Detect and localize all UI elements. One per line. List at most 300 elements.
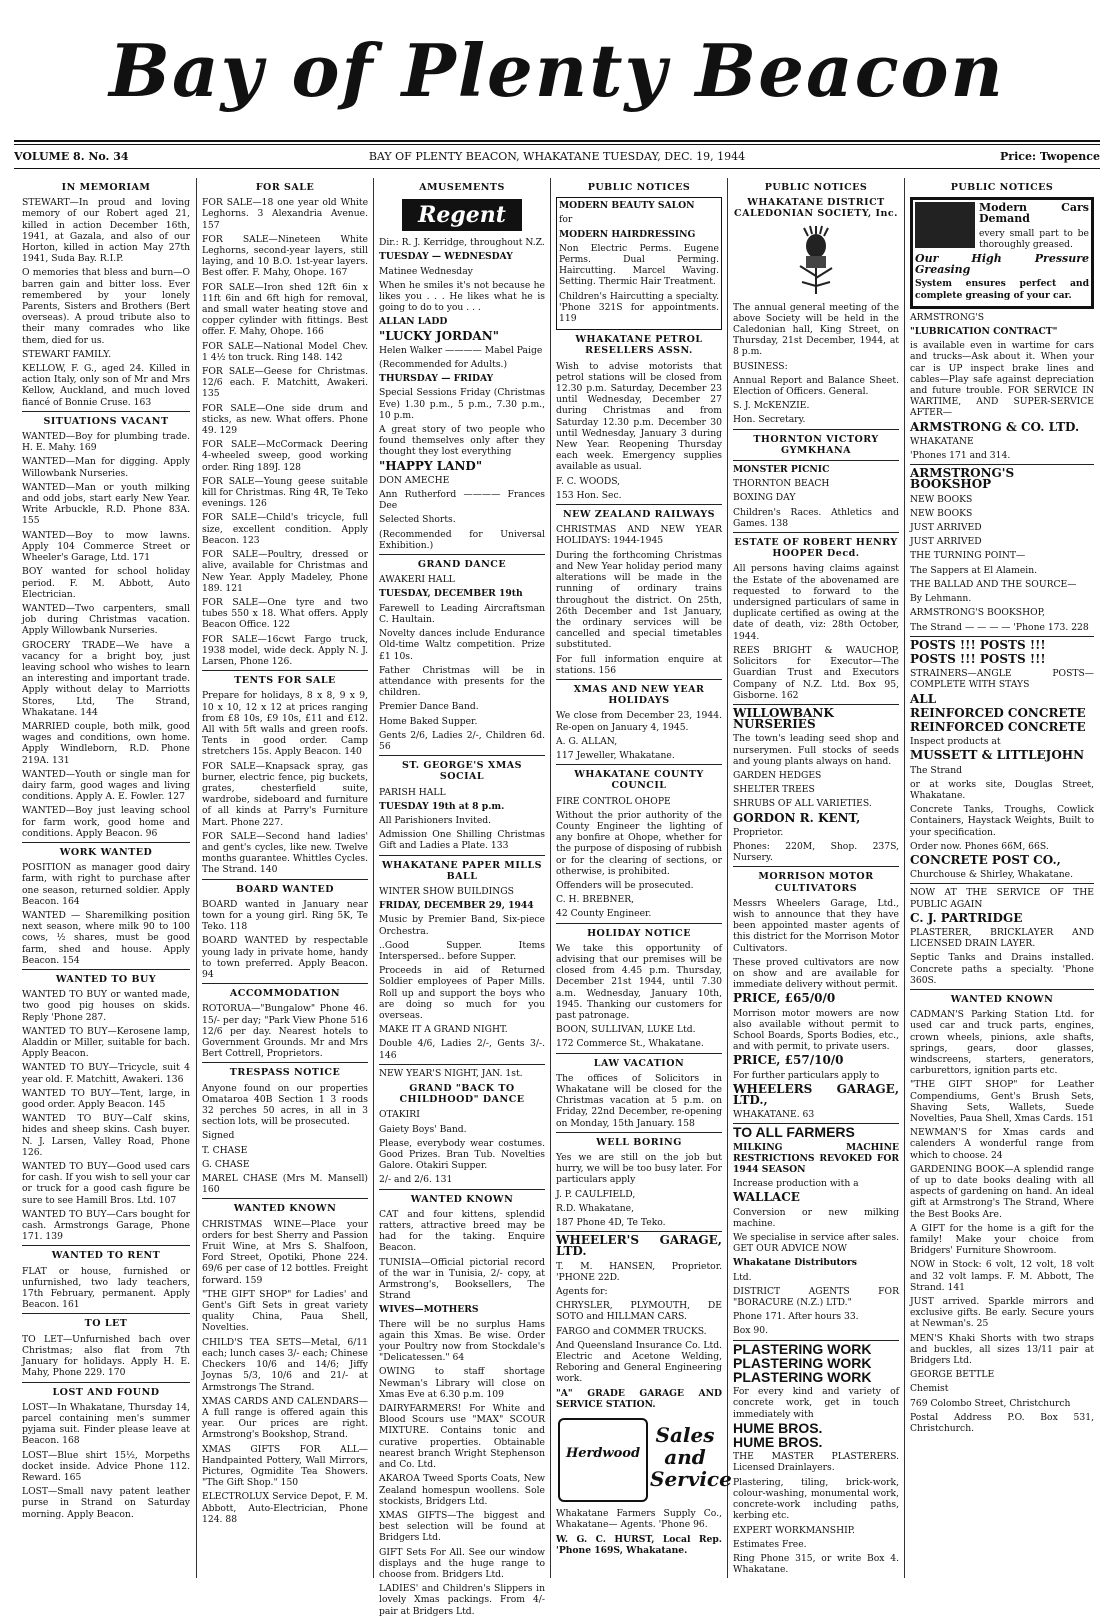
section-heading: WHAKATANE PAPER MILLS BALL [382,859,542,882]
ad-headline: REINFORCED CONCRETE [910,705,1086,720]
section-heading: WELL BORING [596,1136,682,1148]
notice-line: TUESDAY — WEDNESDAY [379,251,513,263]
notice-line: Phones: 220M, Shop. 237S, Nursery. [733,840,899,864]
notice-signature: F. C. WOODS, [556,475,621,487]
notice-line: The Strand [910,764,963,776]
classified-ad: OWING to staff shortage Newman's Library will close on Xmas Eve at 6.30 p.m. 109 [379,1366,545,1400]
film-title: "HAPPY LAND" [379,458,483,473]
price: Price: Twopence [1000,150,1100,163]
section-heading: AMUSEMENTS [419,182,505,193]
notice-line: ..Good Supper. Items Interspersed.. before Supper. [379,939,545,962]
divider [22,411,190,412]
notice-signature: R.D. Whakatane, [556,1202,635,1214]
divider [379,554,545,555]
greasing-ad [910,197,1094,309]
notice-line: T. M. HANSEN, Proprietor. 'PHONE 22D. [556,1260,722,1283]
section-heading: NEW ZEALAND RAILWAYS [562,509,716,521]
notice-line: Estimates Free. [733,1538,807,1550]
masthead-rule-thin [14,144,1100,145]
notice: Farewell to Leading Aircraftsman C. Haultain. [379,602,545,625]
column-rule [550,178,551,1578]
notice-line: Chemist [910,1383,949,1395]
business-heading: WILLOWBANK NURSERIES [733,705,834,732]
section-heading: THORNTON VICTORY GYMKHANA [753,433,879,456]
notice-line: EXPERT WORKMANSHIP. [733,1524,855,1536]
classified-ad: LOST—Small navy patent leather purse in Strand on Saturday morning. Apply Beacon. [22,1486,190,1520]
notice-line: NEW YEAR'S NIGHT, JAN. 1st. [379,1067,523,1079]
divider [202,1198,368,1199]
classified-ad: CHRISTMAS WINE—Place your orders for best Sherry and Passion Fruit Wine, at Mrs S. Shalfoon, Ford Street, Opotiki, Phone 224. 69/6 per case of 12 bottles. Freight forward. 159 [202,1218,368,1286]
notice: Morrison motor mowers are now also available without permit to School Boards, Sports Bodies, etc., and with permit, to private users. [733,1007,899,1053]
notice: Whakatane Farmers Supply Co., Whakatane— Agents. 'Phone 96. [556,1508,722,1531]
notice: We take this opportunity of advising that our premises will be closed from 4.45 p.m. Thursday, December 21st 1944, until 7.30 a.m. Wednesday, January 10th, 1945. Thanking our customers for past patronage. [556,942,722,1021]
classified-ad: WANTED—Boy just leaving school for farm work, good home and conditions. Apply Beacon. 96 [22,805,190,839]
notice: REES BRIGHT & WAUCHOP, Solicitors for Executor—The Guardian Trust and Executors Company of N.Z. Ltd. Box 95, Gisborne. 162 [733,644,899,701]
notice: Please, everybody wear costumes. Good Prizes. Bran Tub. Novelties Galore. Otakiri Supper. [379,1137,545,1172]
notice: When he smiles it's not because he likes you . . . He likes what he is going to do to you . . . [379,279,545,314]
notice-signature: 42 County Engineer. [556,908,652,920]
notice-signature: 153 Hon. Sec. [556,489,622,501]
notice-line: TUESDAY 19th at 8 p.m. [379,800,505,812]
classified-ad: NEWMAN'S for Xmas cards and calenders A wonderful range from which to choose. 24 [910,1127,1094,1161]
classified-ad: WANTED TO BUY—Kerosene lamp, Aladdin or Miller, suitable for bach. Apply Beacon. [22,1025,190,1060]
classified-ad: FLAT or house, furnished or unfurnished, two lady teachers, 17th February, permanent. Apply Beacon. 161 [22,1265,190,1311]
classified-ad: WANTED TO BUY or wanted made, two good pig houses on skids. Reply 'Phone 287. [22,989,190,1023]
classified-ad: WANTED TO BUY—Good used cars for cash. If you wish to sell your car or truck for a good cash figure be sure to see Hamill Bros. Ltd. 107 [22,1161,190,1206]
classified-ad: There will be no surplus Hams again this Xmas. Be wise. Order your Poultry now from Stockdale's "Delicatessen." 64 [379,1318,545,1364]
section-heading: TENTS FOR SALE [234,675,336,687]
divider [910,989,1094,990]
notice-line: TUESDAY, DECEMBER 19th [379,588,523,600]
divider [910,883,1094,884]
notice-line: Double 4/6, Ladies 2/-, Gents 3/-. 146 [379,1038,545,1061]
column-rule [727,178,728,1578]
masthead-rule [14,140,1100,142]
column-1 [22,178,190,1578]
notice: Anyone found on our properties Omataroa 40B Section 1 3 roods 32 perches 50 acres, in all in 3 section lots, will be prosecuted. [202,1082,368,1128]
classified-ad: AKAROA Tweed Sports Coats, New Zealand homespun woollens. Sole stockists, Bridgers Ltd. [379,1473,545,1507]
notice: STEWART—In proud and loving memory of our Robert aged 21, killed in action December 16th, 1941, at Gazala, and also of our Horton, killed in action May 27th 1941, Suda Bay. R.I.P. [22,197,190,265]
divider [379,1064,545,1065]
notice-signature: J. P. CAULFIELD, [556,1188,636,1200]
notice-line: FRIDAY, DECEMBER 29, 1944 [379,900,534,912]
section-heading: WHAKATANE COUNTY COUNCIL [574,769,704,792]
regent-theatre-logo: Regent [402,199,522,231]
dateline-center: BAY OF PLENTY BEACON, WHAKATANE TUESDAY, DEC. 19, 1944 [368,150,746,163]
notice: Music by Premier Band, Six-piece Orchestra. [379,914,545,937]
section-heading: GRAND DANCE [417,559,507,571]
column-2 [202,178,368,1578]
notice-line: Increase production with a [733,1178,859,1190]
notice-line: We specialise in service after sales. GET OUR ADVICE NOW [733,1232,899,1255]
notice-line: OTAKIRI [379,1109,420,1121]
notice: Children's Haircutting a specialty. 'Phone 321S for appointments. 119 [559,290,719,325]
business-heading: C. J. PARTRIDGE [910,910,1023,925]
classified-ad: "THE GIFT SHOP" for Leather Compendiums, Gent's Brush Sets, Shaving Sets, Wallets, Suede Novelties, Paua Shell, Xmas Cards. 151 [910,1079,1094,1125]
notice: or at works site, Douglas Street, Whakatane. [910,778,1094,801]
thistle-icon [786,226,846,296]
notice-signature: S. J. McKENZIE. [733,400,810,412]
notice: Wish to advise motorists that petrol stations will be closed from 12.30 p.m. Saturday, December 23 until Wednesday, December 27 during Christmas and from Saturday 12.30 p.m. December 30 until Wednesday, January 3 during New Year. Reopening Thursday each week. Emergency supplies available as usual. [556,360,722,473]
notice-line: ARMSTRONG'S [910,311,985,323]
notice-line: Dir.: R. J. Kerridge, throughout N.Z. [379,237,545,249]
notice-line: Offenders will be prosecuted. [556,879,694,891]
classified-ad: WANTED TO BUY—Tricycle, suit 4 year old. F. Matchitt, Awakeri. 136 [22,1062,190,1085]
notice-line: GEORGE BETTLE [910,1369,995,1381]
notice-line: CHRYSLER, PLYMOUTH, DE SOTO and HILLMAN CARS. [556,1300,722,1323]
notice-line: WINTER SHOW BUILDINGS [379,885,514,897]
separator-machine-icon [558,1418,648,1502]
notice-line: Churchouse & Shirley, Whakatane. [910,869,1073,881]
classified-ad: LOST—Blue shirt 15½, Morpeths docket inside. Advice Phone 112. Reward. 165 [22,1449,190,1483]
divider [22,969,190,970]
business-heading: CONCRETE POST CO., [910,852,1061,867]
notice-line: Postal Address P.O. Box 531, Christchurch. [910,1411,1094,1435]
notice-line: MODERN BEAUTY SALON [559,200,695,212]
ad-headline: REINFORCED CONCRETE [910,719,1086,734]
notice-line: THE BALLAD AND THE SOURCE— [910,578,1077,590]
classified-ad: ROTORUA—"Bungalow" Phone 46. 15/- per day; "Park View Phone 516 12/6 per day. Nearest hotels to Government Grounds. Mr and Mrs Bert Cottrell, Proprietors. [202,1003,368,1060]
notice-line: MONSTER PICNIC [733,464,830,476]
divider [22,1382,190,1383]
notice: We close from December 23, 1944. Re-open on January 4, 1945. [556,710,722,733]
business-heading: HUME BROS. [733,1434,823,1451]
classified-ad: FOR SALE—National Model Chev. 1 4½ ton truck. Ring 148. 142 [202,340,368,363]
notice: every small part to be thoroughly greased. [979,227,1089,250]
classified-ad: FOR SALE—Iron shed 12ft 6in x 11ft 6in and 6ft high for removal, and small water heating stove and copper cylinder with fittings. Best offer. F. Mahy, Ohope. 166 [202,281,368,338]
notice-line: GARDEN HEDGES [733,769,822,781]
divider [202,1062,368,1063]
section-heading: PUBLIC NOTICES [764,182,868,193]
notice-line: AWAKERI HALL [379,574,455,586]
notice: Proceeds in aid of Returned Soldier employees of Paper Mills. Roll up and support the boys who are doing so much for you overseas. [379,965,545,1021]
brand-name: WALLACE [733,1190,800,1205]
notice-signature: 172 Commerce St., Whakatane. [556,1038,704,1050]
notice-line: THURSDAY — FRIDAY [379,373,494,385]
classified-ad: Prepare for holidays, 8 x 8, 9 x 9, 10 x 10, 12 x 12 at prices ranging from £8 10s, £9 10s, £11 and £12. All with 5ft walls and green roofs. Tents in good order. Camp stretchers 15s. Apply Beacon. 140 [202,690,368,758]
notice-line: SHELTER TREES [733,784,815,796]
notice-line: (Recommended for Adults.) [379,359,508,371]
section-heading: WANTED KNOWN [233,1203,337,1215]
classified-ad: WANTED—Boy for plumbing trade. H. E. Mahy. 169 [22,431,190,454]
notice-line: Ann Rutherford ———— Frances Dee [379,489,545,512]
notice-line: The Strand — — — — 'Phone 173. 228 [910,621,1089,633]
classified-ad: WANTED—Man for digging. Apply Willowbank Nurseries. [22,456,190,479]
notice-line: JUST ARRIVED [910,536,982,548]
business-heading: GORDON R. KENT, [733,810,861,825]
notice-line: All Parishioners Invited. [379,814,492,826]
section-heading: WHAKATANE DISTRICT CALEDONIAN SOCIETY, Inc. [734,197,898,220]
beauty-salon-ad [556,197,722,330]
section-heading: WANTED KNOWN [410,1193,514,1205]
classified-ad: GROCERY TRADE—We have a vacancy for a bright boy, just leaving school who wishes to learn an interesting and important trade. Apply without delay to Marriotts Stores, Ltd, The Strand, Whakatane. 144 [22,639,190,718]
column-6 [910,178,1094,1578]
divider [556,1231,722,1232]
notice-line: Home Baked Supper. [379,715,478,727]
notice-line: Septic Tanks and Drains installed. Concrete paths a specialty. 'Phone 360S. [910,952,1094,986]
classified-ad: A GIFT for the home is a gift for the family! Make your choice from Bridgers' Furniture Showroom. [910,1222,1094,1257]
business-heading: TO ALL FARMERS [733,1124,855,1141]
section-heading: MORRISON MOTOR CULTIVATORS [758,871,874,894]
notice: Without the prior authority of the County Engineer the lighting of any bonfire at Ohope, whether for the purpose of disposing of rubbish or for the clearing of sections, or otherwise, is prohibited. [556,809,722,877]
notice-line: THE MASTER PLASTERERS. Licensed Drainlayers. [733,1451,899,1474]
notice-line: Premier Dance Band. [379,701,479,713]
classified-ad: BOY wanted for school holiday period. F. M. Abbott, Auto Electrician. [22,566,190,600]
notice-line: Inspect products at [910,736,1001,748]
notice-line: THE TURNING POINT— [910,550,1026,562]
classified-ad: BOARD wanted in January near town for a young girl. Ring 5K, Te Teko. 118 [202,898,368,933]
notice-line: 'Phones 171 and 314. [910,450,1011,462]
classified-ad: ELECTROLUX Service Depot, F. M. Abbott, Auto-Electrician, Phone 124. 88 [202,1491,368,1525]
divider [556,1132,722,1133]
notice: System ensures perfect and complete greasing of your car. [915,278,1089,301]
divider [556,679,722,680]
ad-headline: Modern Cars Demand [979,201,1089,226]
notice: For full information enquire at stations. 156 [556,653,722,676]
notice-signature: STEWART FAMILY. [22,348,112,360]
notice-line: Box 90. [733,1325,768,1337]
classified-ad: FOR SALE—Second hand ladies' and gent's cycles, like new. Twelve months guarantee. Whittles Cycles. The Strand. 140 [202,830,368,876]
section-heading: HOLIDAY NOTICE [587,927,691,939]
notice: NOW AT THE SERVICE OF THE PUBLIC AGAIN [910,887,1094,910]
herdwood-ad [556,1414,732,1504]
business-heading: PLASTERING WORK [733,1340,872,1357]
classified-ad: XMAS GIFTS FOR ALL—Handpainted Pottery, Wall Mirrors, Pictures, Ogmidite Tea Showers. "The Gift Shop." 150 [202,1443,368,1489]
classified-ad: FOR SALE—Poultry, dressed or alive, available for Christmas and New Year. Apply Madeley, Phone 189. 121 [202,549,368,594]
notice-line: Selected Shorts. [379,514,456,526]
notice-line: DISTRICT AGENTS FOR "BORACURE (N.Z.) LTD." [733,1285,899,1309]
section-heading: BOARD WANTED [236,883,334,895]
sales-service-script: Sales and Service [650,1423,732,1492]
classified-ad: TO LET—Unfurnished bach over Christmas; also flat from 7th January for holidays. Apply H. E. Mahy, Phone 229. 170 [22,1333,190,1379]
notice-line: NEW BOOKS [910,507,973,519]
divider [556,1053,722,1054]
notice: A great story of two people who found themselves only after they thought they lost everything [379,424,545,458]
notice-line: G. CHASE [202,1158,250,1170]
notice-line: CHRISTMAS AND NEW YEAR HOLIDAYS: 1944-1945 [556,524,722,547]
classified-ad: POSITION as manager good dairy farm, with right to purchase after one season, returned soldier. Apply Beacon. 164 [22,862,190,907]
notice: These proved cultivators are now on show and are available for immediate delivery without permit. [733,956,899,991]
notice-line: WHAKATANE. 63 [733,1109,815,1121]
classified-ad: JUST arrived. Sparkle mirrors and exclusive gifts. Be early. Secure yours at Newman's. 25 [910,1296,1094,1330]
notice-line: By Lehmann. [910,593,972,605]
notice-line: STRAINERS—ANGLE POSTS— COMPLETE WITH STAYS [910,668,1094,691]
price: PRICE, £57/10/0 [733,1053,844,1068]
notice-line: Ring Phone 315, or write Box 4. Whakatane. [733,1552,899,1576]
divider [733,429,899,430]
classified-ad: CHILD'S TEA SETS—Metal, 6/11 each; lunch cases 3/- each; Chinese Checkers 10/6 and 14/6; Jiffy Joynas 5/3, 10/6 and 21/- at Armstrongs The Strand. [202,1336,368,1393]
notice: Concrete Tanks, Troughs, Cowlick Containers, Haystack Weights, Built to your specification. [910,804,1094,838]
notice-signature: A. G. ALLAN, [556,735,618,747]
notice-line: WIVES—MOTHERS [379,1304,479,1316]
notice: Admission One Shilling Christmas Gift and Ladies a Plate. 133 [379,829,545,852]
ad-headline: POSTS !!! POSTS !!! [910,651,1046,666]
classified-ad: FOR SALE—Nineteen White Leghorns, second-year layers, still laying, and 10 B.O. 1st-year layers. Best offer. F. Mahy, Ohope. 167 [202,233,368,279]
notice: Yes we are still on the job but hurry, we will be too busy later. For particulars apply [556,1152,722,1186]
divider [22,1313,190,1314]
classified-ad: WANTED—Two carpenters, small job during Christmas vacation. Apply Willowbank Nurseries. [22,602,190,637]
section-heading: PUBLIC NOTICES [950,182,1054,193]
notice: Novelty dances include Endurance Old-time Waltz competition. Prize £1 10s. [379,628,545,662]
business-heading: MUSSETT & LITTLEJOHN [910,748,1085,763]
classified-ad: FOR SALE—Child's tricycle, full size, excellent condition. Apply Beacon. 123 [202,512,368,546]
classified-ad: DAIRYFARMERS! For White and Blood Scours use "MAX" SCOUR MIXTURE. Contains tonic and curative properties. Obtainable nearest branch Wright Stephenson and Co. Ltd. [379,1403,545,1471]
notice-line: BUSINESS: [733,360,788,372]
classified-ad: CAT and four kittens, splendid ratters, attractive breed may be had for the taking. Enquire Beacon. [379,1208,545,1254]
ad-headline: Our High Pressure Greasing [915,252,1089,277]
notice-line: FIRE CONTROL OHOPE [556,795,671,807]
notice-line: THORNTON BEACH [733,478,830,490]
notice-line: Order now. Phones 66M, 66S. [910,840,1049,852]
notice: Children's Races. Athletics and Games. 138 [733,506,899,529]
column-4 [556,178,732,1578]
column-rule [904,178,905,1578]
notice-line: MODERN HAIRDRESSING [559,228,696,240]
ad-headline: POSTS !!! POSTS !!! [910,637,1046,652]
dateline-rule [14,168,1100,169]
classified-ad: FOR SALE—Geese for Christmas. 12/6 each. F. Matchitt, Awakeri. 135 [202,366,368,400]
classified-ad: FOR SALE—McCormack Deering 4-wheeled sweep, good working order. Ring 189J. 128 [202,439,368,473]
divider [733,704,899,705]
notice: Messrs Wheelers Garage, Ltd., wish to announce that they have been appointed master agents of this district for the Morrison Motor Cultivators. [733,897,899,954]
divider [22,1245,190,1246]
section-heading: LAW VACATION [593,1057,685,1069]
notice: Father Christmas will be in attendance with presents for the children. [379,664,545,699]
section-heading: TO LET [84,1318,128,1330]
notice: During the forthcoming Christmas and New Year holiday period many alterations will be made in the running of ordinary trains throughout the district. On 25th, 26th December and 1st January, the ordinary services will be cancelled and special timetables substituted. [556,549,722,651]
section-heading: ESTATE OF ROBERT HENRY HOOPER Decd. [734,537,898,560]
notice-line: Agents for: [556,1286,608,1298]
section-heading: WORK WANTED [59,846,153,858]
divider [202,670,368,671]
classified-ad: WANTED TO BUY—Calf skins, hides and sheep skins. Cash buyer. N. J. Larsen, Valley Road, Phone 126. [22,1113,190,1158]
classified-ad: FOR SALE—18 one year old White Leghorns. 3 Alexandria Avenue. 157 [202,197,368,231]
classified-ad: WANTED — Sharemilking position next season, where milk 90 to 100 cows, ½ shares, must be good farm, shed and house. Apply Beacon. 154 [22,909,190,966]
classified-ad: WANTED—Boy to mow lawns. Apply 104 Commerce Street or Wheeler's Garage, Ltd. 171 [22,529,190,564]
notice: All persons having claims against the Estate of the abovenamed are requested to forward to the undersigned particulars of same in duplicate certified as owing at the date of death, viz: 28th October, 1944. [733,563,899,642]
column-5 [733,178,899,1578]
notice-line: 769 Colombo Street, Christchurch [910,1397,1071,1409]
film-star: ALLAN LADD [379,316,448,328]
notice: Special Sessions Friday (Christmas Eve) 1.30 p.m., 5 p.m., 7.30 p.m., 10 p.m. [379,387,545,421]
section-heading: GRAND "BACK TO CHILDHOOD" DANCE [399,1083,525,1106]
notice-line: MAKE IT A GRAND NIGHT. [379,1024,508,1036]
classified-ad: MEN'S Khaki Shorts with two straps and buckles, all sizes 13/11 pair at Bridgers Ltd. [910,1332,1094,1367]
price: PRICE, £65/0/0 [733,991,836,1006]
classified-ad: GIFT Sets For All. See our window displays and the huge range to choose from. Bridgers Ltd. [379,1546,545,1580]
classified-ad: FOR SALE—One tyre and two tubes 550 x 18. What offers. Apply Beacon Office. 122 [202,596,368,631]
section-heading: WANTED TO BUY [55,974,157,985]
divider [202,879,368,880]
notice: Plastering, tiling, brick-work, colour-washing, monumental work, concrete-work including paths, kerbing etc. [733,1476,899,1522]
business-heading: Whakatane Distributors [733,1257,857,1269]
notice: is available even in wartime for cars and trucks—Ask about it. When your car is UP inspect brake lines and cables—Play safe against depreciation and future trouble. FOR SERVICE IN WARTIME, AND SUPER-SERVICE AFTER— [910,340,1094,419]
classified-ad: GARDENING BOOK—A splendid range of up to date books dealing with all aspects of gardening on hand. An ideal gift at Armstrong's The Strand, Where the Best Books Are. [910,1163,1094,1220]
classified-ad: NOW in Stock: 6 volt, 12 volt, 18 volt and 32 volt lamps. F. M. Abbott, The Strand. 141 [910,1259,1094,1293]
notice-line: "A" GRADE GARAGE AND SERVICE STATION. [556,1387,722,1410]
notice-line: BOXING DAY [733,492,796,504]
notice: Non Electric Perms. Eugene Perms. Dual Perming. Haircutting. Marcel Waving. Setting. Thermic Hair Treatment. [559,242,719,288]
classified-ad: XMAS GIFTS—The biggest and best selection will be found at Bridgers Ltd. [379,1509,545,1544]
notice-line: Helen Walker ———— Mabel Paige [379,344,543,356]
notice-line: For further particulars apply to [733,1069,880,1081]
notice-signature: 117 Jeweller, Whakatane. [556,749,675,761]
newspaper-title: Bay of Plenty Beacon [109,28,1005,113]
volume-number: VOLUME 8. No. 34 [14,150,129,163]
notice-line: Signed [202,1130,235,1142]
divider [733,532,899,533]
notice-line: MAREL CHASE (Mrs M. Mansell) 160 [202,1173,368,1196]
notice: The offices of Solicitors in Whakatane will be closed for the Christmas vacation at 5 p.m. on Friday, 22nd December, re-opening on Monday, 15th January. 158 [556,1072,722,1129]
notice-line: Proprietor. [733,826,784,838]
section-heading: IN MEMORIAM [61,182,151,193]
brand-name: Herdwood [565,1446,641,1462]
section-heading: PUBLIC NOTICES [587,182,691,193]
section-heading: ACCOMMODATION [229,988,341,1000]
section-heading: LOST AND FOUND [52,1386,160,1398]
ad-headline: ALL [910,691,937,706]
divider [910,636,1094,637]
classified-ad: BOARD WANTED by respectable young lady in private home, handy to town preferred. Apply Beacon. 94 [202,935,368,980]
notice-line: PLASTERER, BRICKLAYER AND LICENSED DRAIN LAYER. [910,926,1094,950]
film-star: DON AMECHE [379,474,450,486]
notice-line: T. CHASE [202,1144,248,1156]
notice-line: MILKING MACHINE RESTRICTIONS REVOKED FOR 1944 SEASON [733,1141,899,1176]
classified-ad: FOR SALE—Knapsack spray, gas burner, electric fence, pig buckets, grates, chesterfield suite, wardrobe, sideboard and furniture of all kinds at Parry's Furniture Mart. Phone 227. [202,760,368,828]
notice-line: SHRUBS OF ALL VARIETIES. [733,798,872,810]
notice-signature: 187 Phone 4D, Te Teko. [556,1217,666,1229]
classified-ad: FOR SALE—One side drum and sticks, as new. What offers. Phone 49. 129 [202,402,368,437]
film-title: "LUCKY JORDAN" [379,328,499,343]
divider [379,855,545,856]
divider [733,866,899,867]
divider [556,923,722,924]
section-heading: ST. GEORGE'S XMAS SOCIAL [402,760,522,783]
divider [202,983,368,984]
notice-line: FARGO and COMMER TRUCKS. [556,1325,707,1337]
notice-line: NEW BOOKS [910,493,973,505]
business-heading: PLASTERING WORK [733,1369,872,1386]
notice-line: 2/- and 2/6. 131 [379,1174,453,1186]
section-heading: FOR SALE [255,182,315,193]
business-heading: HUME BROS. [733,1419,823,1436]
divider [22,842,190,843]
notice-signature: BOON, SULLIVAN, LUKE Ltd. [556,1024,696,1036]
dateline [14,150,1100,166]
notice-line: Conversion or new milking machine. [733,1206,899,1229]
divider [733,460,899,461]
column-rule [196,178,197,1578]
notice-line: JUST ARRIVED [910,522,982,534]
notice: Annual Report and Balance Sheet. Election of Officers. General. [733,374,899,398]
notice: The annual general meeting of the above Society will be held in the Caledonian hall, King Street, on Thursday, 21st December, 1944, at 8 p.m. [733,301,899,358]
section-heading: SITUATIONS VACANT [43,415,169,427]
business-heading: WHEELERS GARAGE, LTD., [733,1081,899,1107]
notice-line: Gaiety Boys' Band. [379,1123,467,1135]
classified-ad: MARRIED couple, both milk, good wages and conditions, own home. Apply Windleborn, R.D. Phone 219A. 131 [22,720,190,766]
section-heading: WHAKATANE PETROL RESELLERS ASSN. [575,334,703,357]
notice-line: Phone 171. After hours 33. [733,1311,859,1323]
notice-line: ARMSTRONG'S BOOKSHOP, [910,607,1045,619]
classified-ad: XMAS CARDS AND CALENDARS—A full range is offered again this year. Our prices are right. Armstrong's Bookshop, Strand. [202,1395,368,1441]
notice: The town's leading seed shop and nurserymen. Full stocks of seeds and young plants always on hand. [733,733,899,767]
notice-line: WHAKATANE [910,435,974,447]
classified-ad: LOST—In Whakatane, Thursday 14, parcel containing men's summer pyjama suit. Finder please leave at Beacon. 168 [22,1401,190,1447]
notice-line: The Sappers at El Alamein. [910,564,1038,576]
notice-line: (Recommended for Universal Exhibition.) [379,528,545,551]
notice-line: "LUBRICATION CONTRACT" [910,326,1058,338]
business-heading: WHEELER'S GARAGE, LTD. [556,1233,722,1259]
